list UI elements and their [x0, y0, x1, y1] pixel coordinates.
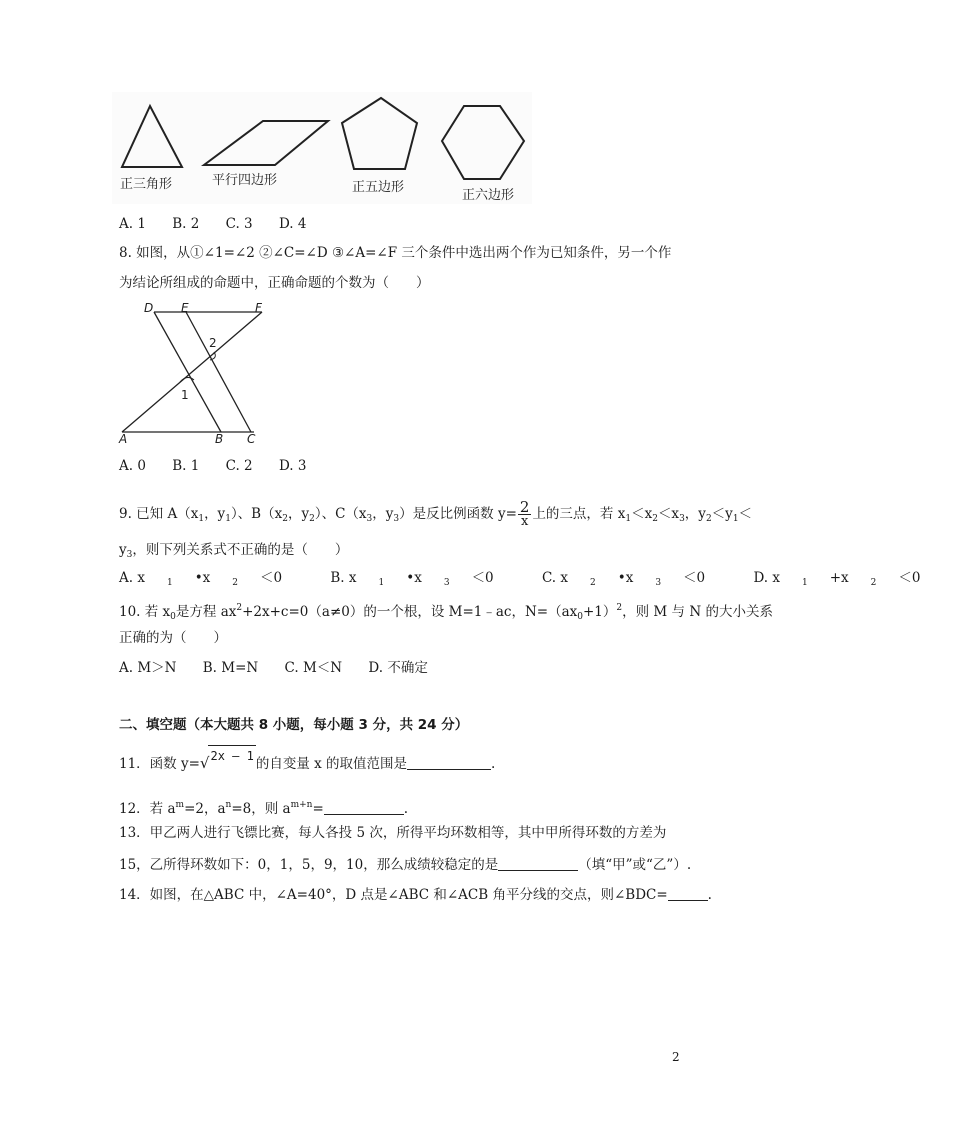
q12-answer-blank[interactable] — [324, 800, 404, 815]
q8-option-c[interactable]: C. 2 — [225, 458, 253, 474]
q8-line2: 为结论所组成的命题中，正确命题的个数为（ ） — [119, 275, 430, 291]
q14-answer-blank[interactable] — [668, 886, 708, 901]
parallelogram-label: 平行四边形 — [212, 173, 278, 188]
q8-option-b[interactable]: B. 1 — [172, 458, 200, 474]
q10-option-a[interactable]: A. M＞N — [119, 660, 177, 676]
page-number: 2 — [672, 1050, 680, 1064]
label-C: C — [247, 432, 256, 446]
q10-line1: 10. 若 $x_0$是方程 $ax^2+2x+c=0(a\ne 0)$的一个根，设 M=1﹣ac，$N=(ax_0+1)^2$，则 M 与 N 的大小关系 — [119, 603, 773, 622]
label-2: 2 — [209, 336, 217, 350]
section-heading-fill-in: 二、填空题（本大题共 8 小题，每小题 3 分，共 24 分） — [119, 717, 469, 733]
q10-option-d[interactable]: D. 不确定 — [368, 660, 428, 676]
hexagon-label: 正六边形 — [462, 188, 515, 203]
label-F: F — [255, 301, 262, 315]
q10-line2: 正确的为（ ） — [119, 630, 227, 646]
q10-option-c[interactable]: C. M＜N — [284, 660, 343, 676]
q13-line1: 13．甲乙两人进行飞镖比赛，每人各投 5 次，所得平均环数相等，其中甲所得环数的方差为 — [119, 825, 667, 841]
q14-line: 14．如图，在△ABC 中，∠A=40°，D 点是∠ABC 和∠ACB 角平分线的交点，则∠BDC= . — [119, 887, 712, 903]
q13-answer-blank[interactable] — [498, 856, 578, 871]
q7-shapes-figure — [112, 92, 532, 204]
q7-options — [119, 214, 328, 234]
label-E: E — [181, 301, 189, 315]
q9-option-d[interactable]: D. x 1 +x 2 ＜0 — [753, 570, 921, 588]
q13-line2: 15，乙所得环数如下：0，1，5，9，10，那么成绩较稳定的是 （填“甲”或“乙”）. — [119, 857, 692, 873]
q9-options — [119, 568, 964, 593]
q8-option-a[interactable]: A. 0 — [119, 458, 146, 474]
label-A: A — [119, 432, 128, 446]
q8-geometry-figure — [114, 300, 274, 446]
q9-fraction: $\frac{2}{x}$ — [519, 498, 530, 529]
q9-option-b[interactable]: B. x 1 •x 3 ＜0 — [330, 570, 494, 588]
label-D: D — [144, 301, 154, 315]
q12-line: 12．若 $a^m=2$，$a^n=8$，则 $a^{m+n}=$ . — [119, 800, 409, 817]
triangle-label: 正三角形 — [120, 177, 173, 192]
q11-answer-blank[interactable] — [407, 755, 491, 770]
q8-option-d[interactable]: D. 3 — [278, 458, 307, 474]
label-B: B — [215, 432, 224, 446]
q9-option-c[interactable]: C. x 2 •x 3 ＜0 — [541, 570, 706, 588]
label-1: 1 — [181, 388, 189, 402]
q9-line2: $y_3$，则下列关系式不正确的是（ ） — [119, 542, 349, 560]
q7-option-c[interactable]: C. 3 — [225, 216, 253, 232]
q8-line1: 8. 如图，从①∠1=∠2 ②∠C=∠D ③∠A=∠F 三个条件中选出两个作为已知条件，另一个作 — [119, 245, 672, 261]
q10-options — [119, 658, 450, 678]
q9-option-a[interactable]: A. x 1 •x 2 ＜0 — [119, 570, 283, 588]
q9-line1: 9. 已知 $A(x_1$，$y_1$）、$B(x_2$，$y_2$）、$C(x_3$，$y_3$）是反比例函数 y= $\frac{2}{x}$ 上的三点，若 $x_1<x_2<x_3$，$y_2<y_1<$ — [119, 498, 753, 529]
q11-radicand: 2x – 1 — [208, 745, 255, 766]
q10-option-b[interactable]: B. M=N — [202, 660, 259, 676]
pentagon-label: 正五边形 — [352, 180, 405, 195]
q11-line: 11．函数 y=√2x – 1 的自变量 x 的取值范围是 . — [119, 753, 495, 774]
q8-options — [119, 456, 328, 476]
q7-option-b[interactable]: B. 2 — [172, 216, 200, 232]
q7-option-a[interactable]: A. 1 — [119, 216, 146, 232]
q7-option-d[interactable]: D. 4 — [278, 216, 307, 232]
